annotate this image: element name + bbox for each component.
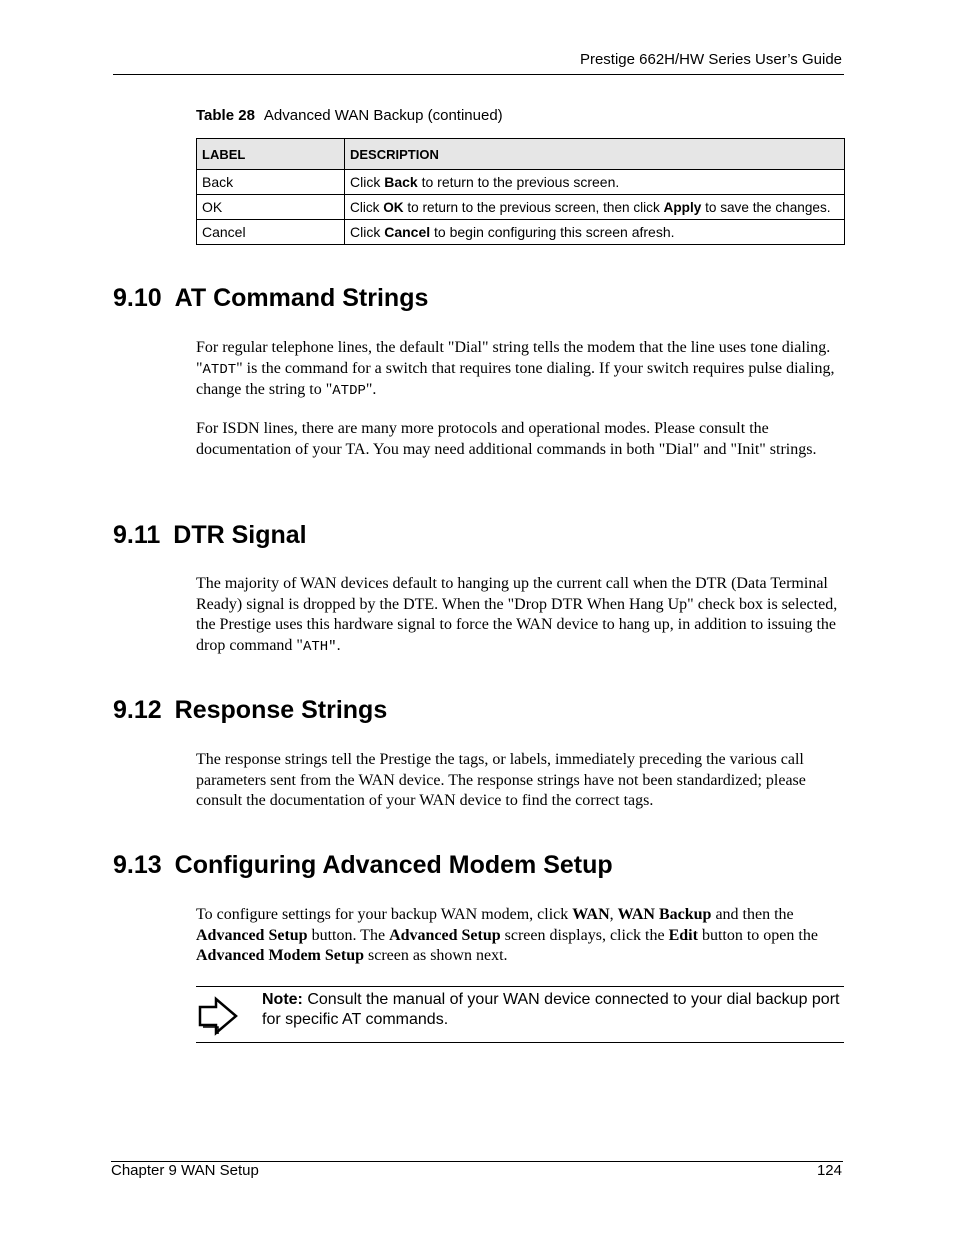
table-row xyxy=(197,220,845,245)
table-header-row xyxy=(197,139,845,170)
row-label: Back xyxy=(197,170,345,195)
table-caption-title: Advanced WAN Backup (continued) xyxy=(263,107,503,124)
note-text: Note: Consult the manual of your WAN device connected to your dial backup port for specific AT commands. xyxy=(262,991,840,1028)
footer-chapter: Chapter 9 WAN Setup xyxy=(111,1162,259,1179)
advanced-wan-backup-table xyxy=(196,138,845,245)
row-description: Click Cancel to begin configuring this screen afresh. xyxy=(345,220,845,245)
section-9-10-paragraph-2: For ISDN lines, there are many more protocols and operational modes. Please consult the documentation of your TA. You may need additional commands in both "Dial" and "Init" strings. xyxy=(196,420,817,458)
code-ath: ATH" xyxy=(302,638,337,655)
section-heading-9-10: 9.10 AT Command Strings xyxy=(113,284,429,312)
table-row xyxy=(197,170,845,195)
section-9-11-paragraph: The majority of WAN devices default to hanging up the current call when the DTR (Data Terminal Ready) signal is dropped by the DTE. When the "Drop DTR When Hang Up" check box is selected, the Prestige uses this hardware signal to force the WAN device to hang up, in addition to issuing the drop command "ATH". xyxy=(196,575,838,655)
code-atdt: ATDT xyxy=(202,361,237,378)
row-description: Click Back to return to the previous screen. xyxy=(345,170,845,195)
row-label: Cancel xyxy=(197,220,345,245)
section-9-10-paragraph-1: For regular telephone lines, the default "Dial" string tells the modem that the line uses tone dialing. "ATDT" is the command for a switch that requires tone dialing. If your switch requires pulse dialing, change the string to "ATDP". xyxy=(196,339,835,399)
row-description: Click OK to return to the previous screen, then click Apply to save the changes. xyxy=(345,195,845,220)
table-row xyxy=(197,195,845,220)
code-atdp: ATDP xyxy=(332,383,366,399)
row-label: OK xyxy=(197,195,345,220)
column-header-description: DESCRIPTION xyxy=(345,139,845,170)
section-9-12-paragraph: The response strings tell the Prestige the tags, or labels, immediately preceding the various call parameters sent from the WAN device. The response strings have not been standardized; please consult the documentation of your WAN device to find the correct tags. xyxy=(196,751,806,809)
table-caption xyxy=(196,107,503,124)
section-9-13-paragraph: To configure settings for your backup WAN modem, click WAN, WAN Backup and then the Advanced Setup button. The Advanced Setup screen displays, click the Edit button to open the Advanced Modem Setup screen as shown next. xyxy=(196,906,818,964)
note-label: Note: xyxy=(262,991,303,1008)
running-header: Prestige 662H/HW Series User’s Guide xyxy=(579,51,842,68)
arrow-right-icon xyxy=(196,996,242,1036)
header-rule xyxy=(113,74,844,75)
note-rule-bottom xyxy=(196,1042,844,1043)
table-caption-number: Table 28 xyxy=(196,107,255,124)
section-heading-9-12: 9.12 Response Strings xyxy=(113,696,388,724)
section-heading-9-11: 9.11 DTR Signal xyxy=(113,521,307,549)
page-number: 124 xyxy=(816,1162,842,1179)
column-header-label: LABEL xyxy=(197,139,345,170)
section-heading-9-13: 9.13 Configuring Advanced Modem Setup xyxy=(113,851,613,879)
note-rule-top xyxy=(196,986,844,987)
